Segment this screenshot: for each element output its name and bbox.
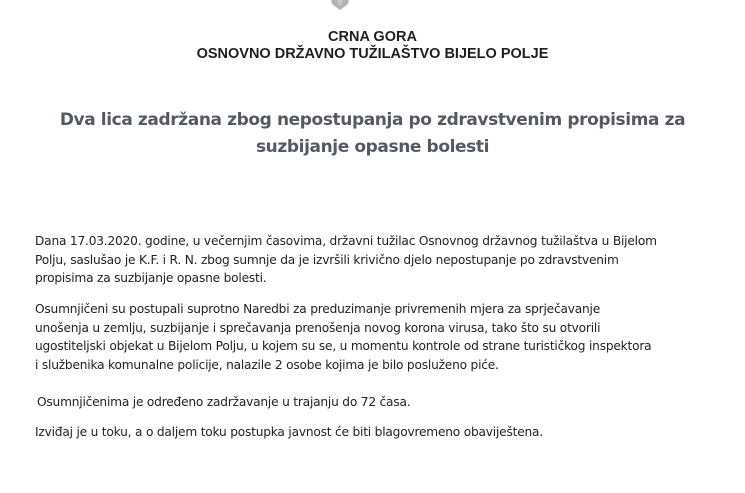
article-title-line-2: suzbijanje opasne bolesti bbox=[255, 137, 490, 157]
paragraph-line: ugostiteljski objekat u Bijelom Polju, u kojem su se, u momentu kontrole od strane turističkog inspektora bbox=[35, 339, 652, 353]
paragraph-line: unošenja u zemlju, suzbijanje i sprečavanja prenošenja novog korona virusa, tako što su otvorili bbox=[35, 320, 601, 335]
paragraph-line: i službenika komunalne policije, nalazile 2 osobe kojima je bilo posluženo piće. bbox=[35, 357, 499, 372]
paragraph-line: propisima za suzbijanje opasne bolesti. bbox=[35, 271, 267, 285]
paragraph-offense bbox=[35, 300, 735, 374]
header-country: CRNA GORA bbox=[328, 29, 417, 45]
paragraph-line: Polju, saslušao je K.F. i R. N. zbog sumnje da je izvršili krivično djelo nepostupanje po zdravstvenim bbox=[35, 252, 619, 267]
paragraph-line: Osumnjičeni su postupali suprotno Naredbi za preduzimanje privremenih mjera za sprječavanje bbox=[35, 302, 601, 316]
paragraph-line: Dana 17.03.2020. godine, u večernjim časovima, državni tužilac Osnovnog državnog tužilaštva u Bijelom bbox=[35, 234, 657, 248]
article-title-line-1: Dva lica zadržana zbog nepostupanja po zdravstvenim propisima za bbox=[59, 110, 686, 130]
paragraph-line: Izviđaj je u toku, a o daljem toku postupka javnost će biti blagovremeno obaviještena. bbox=[35, 425, 543, 439]
header-office: OSNOVNO DRŽAVNO TUŽILAŠTVO BIJELO POLJE bbox=[196, 46, 549, 62]
coat-of-arms-icon bbox=[326, 0, 354, 12]
paragraph-detention bbox=[37, 393, 737, 412]
paragraph-line: Osumnjičenima je određeno zadržavanje u trajanju do 72 časa. bbox=[37, 395, 411, 409]
paragraph-hearing bbox=[35, 232, 735, 288]
paragraph-investigation bbox=[35, 423, 735, 442]
